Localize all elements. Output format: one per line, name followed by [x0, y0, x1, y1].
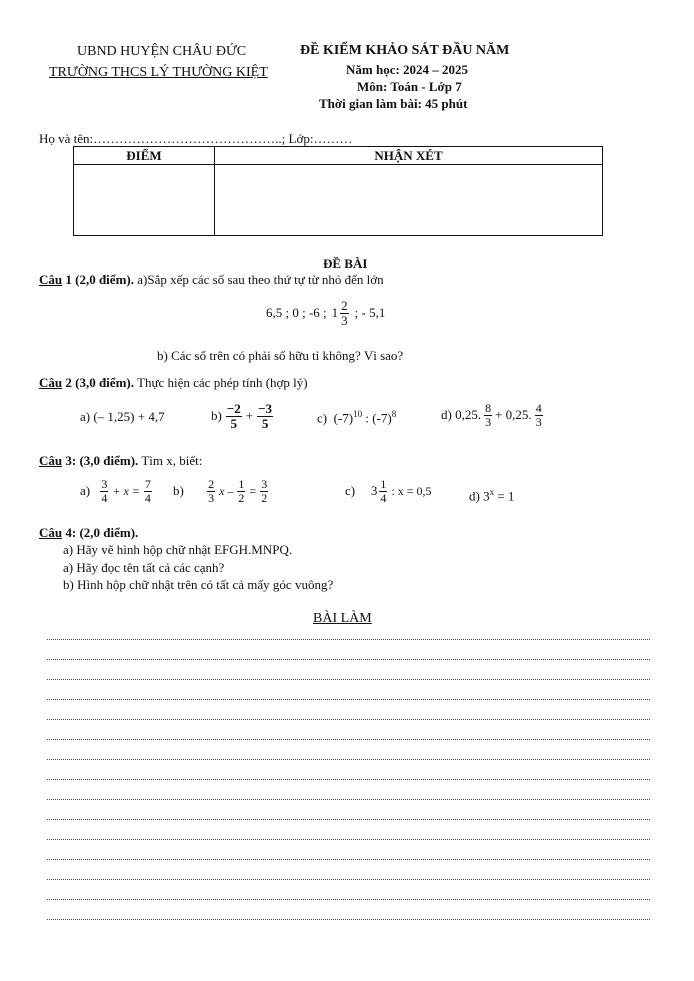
q1-seq-start: 6,5 ; 0 ; -6 ;: [266, 305, 327, 321]
q1-text: a)Sắp xếp các số sau theo thứ tự từ nhỏ đến lớn: [133, 272, 384, 287]
student-name-line[interactable]: Họ và tên:……………………………………..; Lớp:………: [39, 131, 353, 146]
answer-line[interactable]: [47, 679, 650, 680]
q1-part-b: b) Các số trên có phải số hữu tỉ không? Vì sao?: [157, 348, 404, 363]
q1-points: (2,0 điểm).: [71, 272, 134, 287]
q3-part-d: d) $3^x = 1$: [469, 487, 515, 504]
q4-item-3: b) Hình hộp chữ nhật trên có tất cả mấy góc vuông?: [63, 577, 334, 592]
grade-cell[interactable]: [74, 165, 215, 236]
exam-title: ĐỀ KIỂM KHẢO SÁT ĐẦU NĂM: [300, 43, 510, 58]
q3-part-c: c) 3 $\frac{1}{4}$ : x = 0,5: [345, 477, 432, 505]
answer-line[interactable]: [47, 839, 650, 840]
answer-line[interactable]: [47, 699, 650, 700]
q1-label: Câu: [39, 272, 63, 287]
q1-mixed-number: 1 $\frac{2}{3}$: [331, 298, 348, 328]
question-3: Câu 3: (3,0 điểm). Tìm x, biết:: [39, 453, 203, 468]
answer-line[interactable]: [47, 919, 650, 920]
q4-item-1: a) Hãy vẽ hình hộp chữ nhật EFGH.MNPQ.: [63, 542, 293, 557]
q2-part-a: a) (– 1,25) + 4,7: [80, 409, 165, 424]
q1-seq-end: ; - 5,1: [354, 305, 386, 321]
q2-part-d: d) 0,25. $\frac{8}{3}$ + 0,25. $\frac{4}{3}$: [441, 401, 542, 429]
answer-line[interactable]: [47, 779, 650, 780]
answer-line[interactable]: [47, 719, 650, 720]
grade-header: ĐIỂM: [74, 147, 215, 165]
q1-number: 1: [62, 272, 72, 287]
answer-line[interactable]: [47, 759, 650, 760]
answer-title: BÀI LÀM: [313, 611, 372, 626]
q3-part-a: a) $\frac{3}{4}$ + x = $\frac{7}{4}$: [80, 477, 151, 505]
district-name: UBND HUYỆN CHÂU ĐỨC: [77, 44, 247, 59]
q1-sequence: [266, 299, 385, 327]
answer-line[interactable]: [47, 639, 650, 640]
answer-line[interactable]: [47, 799, 650, 800]
q2-part-c: c) $(-7)^{10}$ : $(-7)^8$: [317, 409, 397, 426]
school-name: TRƯỜNG THCS LÝ THƯỜNG KIỆT: [49, 65, 268, 80]
section-title: ĐỀ BÀI: [323, 256, 368, 271]
duration: Thời gian làm bài: 45 phút: [319, 96, 468, 111]
answer-line[interactable]: [47, 859, 650, 860]
comment-cell[interactable]: [215, 165, 603, 236]
school-year: Năm học: 2024 – 2025: [346, 62, 469, 77]
answer-line[interactable]: [47, 899, 650, 900]
question-4: Câu 4: (2,0 điểm).: [39, 525, 139, 540]
subject: Môn: Toán - Lớp 7: [357, 79, 462, 94]
question-2: Câu 2 (3,0 điểm). Thực hiện các phép tính (hợp lý): [39, 375, 308, 390]
comment-header: NHẬN XÉT: [215, 147, 603, 165]
answer-line[interactable]: [47, 819, 650, 820]
q2-part-b: b) $\frac{-2}{5}$ + $\frac{-3}{5}$: [211, 401, 273, 431]
grade-table: [73, 146, 603, 236]
q4-item-2: a) Hãy đọc tên tất cả các cạnh?: [63, 560, 225, 575]
answer-line[interactable]: [47, 739, 650, 740]
answer-line[interactable]: [47, 879, 650, 880]
question-1: [39, 272, 384, 288]
q3-part-b: b) $\frac{2}{3}$ x – $\frac{1}{2}$ = $\frac{3}{2}$: [173, 477, 268, 505]
answer-line[interactable]: [47, 659, 650, 660]
